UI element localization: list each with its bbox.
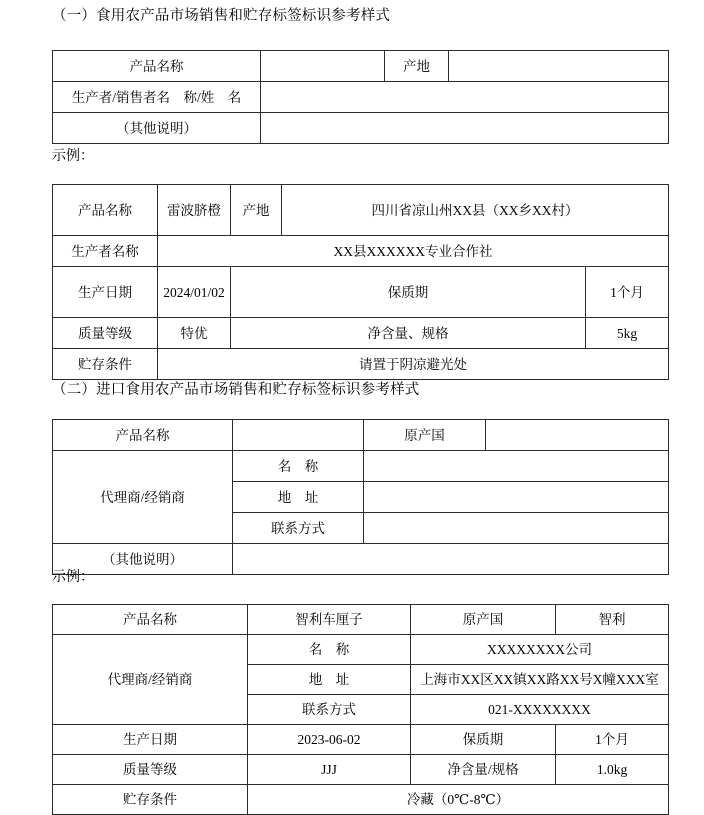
cell-producer-label: 生产者名称	[53, 236, 158, 267]
cell-agent-address-value[interactable]	[364, 482, 669, 513]
cell-production-date-label: 生产日期	[53, 725, 248, 755]
cell-net-content-value: 1.0kg	[556, 755, 669, 785]
cell-origin-value: 四川省凉山州XX县（XX乡XX村）	[282, 185, 669, 236]
table-row	[53, 451, 669, 482]
cell-product-name-label: 产品名称	[53, 185, 158, 236]
cell-origin-country-label: 原产国	[411, 605, 556, 635]
cell-shelf-life-label: 保质期	[231, 267, 586, 318]
cell-agent-address-label: 地 址	[233, 482, 364, 513]
example-label-domestic: 示例：	[52, 149, 94, 164]
cell-other-value[interactable]	[261, 113, 669, 144]
import-blank-label-table	[52, 419, 669, 575]
table-row	[53, 420, 669, 451]
cell-production-date-value: 2023-06-02	[248, 725, 411, 755]
table-row	[53, 755, 669, 785]
cell-origin-country-value: 智利	[556, 605, 669, 635]
table-row	[53, 82, 669, 113]
cell-agent-name-label: 名 称	[248, 635, 411, 665]
table-row	[53, 544, 669, 575]
cell-product-name-label: 产品名称	[53, 605, 248, 635]
cell-agent-name-value: XXXXXXXX公司	[411, 635, 669, 665]
table-row	[53, 318, 669, 349]
cell-agent-label: 代理商/经销商	[53, 451, 233, 544]
cell-product-name-label: 产品名称	[53, 51, 261, 82]
section-two-heading: （二）进口食用农产品市场销售和贮存标签标识参考样式	[52, 382, 420, 398]
cell-product-name-value: 雷波脐橙	[158, 185, 231, 236]
cell-producer-value: XX县XXXXXX专业合作社	[158, 236, 669, 267]
cell-origin-country-value[interactable]	[486, 420, 669, 451]
cell-storage-value: 请置于阴凉避光处	[158, 349, 669, 380]
cell-shelf-life-value: 1个月	[586, 267, 669, 318]
cell-origin-label: 产地	[231, 185, 282, 236]
cell-agent-name-label: 名 称	[233, 451, 364, 482]
cell-agent-name-value[interactable]	[364, 451, 669, 482]
table-row	[53, 113, 669, 144]
cell-storage-label: 贮存条件	[53, 349, 158, 380]
cell-product-name-label: 产品名称	[53, 420, 233, 451]
table-row	[53, 349, 669, 380]
cell-origin-value[interactable]	[449, 51, 669, 82]
cell-quality-grade-label: 质量等级	[53, 755, 248, 785]
cell-other-label: （其他说明）	[53, 544, 233, 575]
cell-origin-label: 产地	[385, 51, 449, 82]
cell-shelf-life-label: 保质期	[411, 725, 556, 755]
cell-product-name-value: 智利车厘子	[248, 605, 411, 635]
table-row	[53, 236, 669, 267]
cell-agent-label: 代理商/经销商	[53, 635, 248, 725]
table-row	[53, 635, 669, 665]
cell-agent-address-value: 上海市XX区XX镇XX路XX号X幢XXX室	[411, 665, 669, 695]
cell-agent-contact-value: 021-XXXXXXXX	[411, 695, 669, 725]
cell-net-content-label: 净含量/规格	[411, 755, 556, 785]
cell-other-value[interactable]	[233, 544, 669, 575]
domestic-example-label-table	[52, 184, 669, 380]
domestic-blank-label-table	[52, 50, 669, 144]
cell-quality-grade-label: 质量等级	[53, 318, 158, 349]
cell-origin-country-label: 原产国	[364, 420, 486, 451]
cell-net-content-value: 5kg	[586, 318, 669, 349]
cell-quality-grade-value: JJJ	[248, 755, 411, 785]
cell-net-content-label: 净含量、规格	[231, 318, 586, 349]
table-row	[53, 267, 669, 318]
cell-agent-contact-label: 联系方式	[233, 513, 364, 544]
cell-agent-address-label: 地 址	[248, 665, 411, 695]
cell-agent-contact-value[interactable]	[364, 513, 669, 544]
table-row	[53, 51, 669, 82]
cell-storage-value: 冷藏（0℃-8℃）	[248, 785, 669, 815]
section-one-heading: （一）食用农产品市场销售和贮存标签标识参考样式	[52, 8, 391, 24]
cell-agent-contact-label: 联系方式	[248, 695, 411, 725]
cell-other-label: （其他说明）	[53, 113, 261, 144]
cell-product-name-value[interactable]	[261, 51, 385, 82]
cell-producer-label: 生产者/销售者名 称/姓 名	[53, 82, 261, 113]
table-row	[53, 725, 669, 755]
cell-quality-grade-value: 特优	[158, 318, 231, 349]
cell-shelf-life-value: 1个月	[556, 725, 669, 755]
cell-production-date-label: 生产日期	[53, 267, 158, 318]
cell-storage-label: 贮存条件	[53, 785, 248, 815]
table-row	[53, 185, 669, 236]
example-label-import: 示例：	[52, 570, 94, 585]
cell-producer-value[interactable]	[261, 82, 669, 113]
cell-production-date-value: 2024/01/02	[158, 267, 231, 318]
import-example-label-table	[52, 604, 669, 815]
table-row	[53, 605, 669, 635]
cell-product-name-value[interactable]	[233, 420, 364, 451]
